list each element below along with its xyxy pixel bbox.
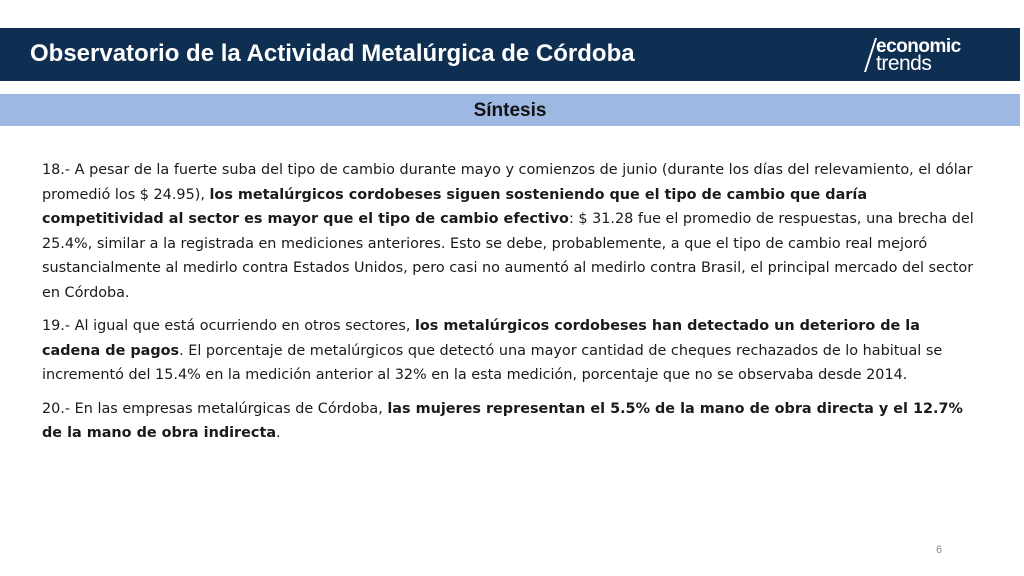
paragraph-18: [42, 158, 982, 305]
paragraph-18-highlight: los metalúrgicos cordobeses siguen sosteniendo que el tipo de cambio que daría competitividad al sector es mayor que el tipo de cambio efectivo: [42, 186, 868, 227]
section-bar: [0, 94, 1020, 126]
page-number: 6: [936, 544, 943, 556]
paragraph-18-text: 18.- A pesar de la fuerte suba del tipo de cambio durante mayo y comienzos de junio (durante los días del relevamiento, el dólar promedió los $ 24.95),: [42, 162, 973, 203]
logo-text-top: economic: [876, 36, 961, 57]
section-title: Síntesis: [473, 100, 547, 121]
economic-trends-logo: [864, 36, 1004, 74]
paragraph-20-text: 20.- En las empresas metalúrgicas de Córdoba,: [42, 400, 388, 417]
paragraph-19-highlight: los metalúrgicos cordobeses han detectado un deterioro de la cadena de pagos: [42, 318, 920, 359]
paragraph-20-tail: .: [276, 425, 281, 441]
paragraph-20: [42, 397, 982, 446]
paragraph-19-text: 19.- Al igual que está ocurriendo en otros sectores,: [42, 318, 415, 334]
summary-content: [42, 158, 982, 455]
paragraph-18-tail: : $ 31.28 fue el promedio de respuestas, una brecha del 25.4%, similar a la registrada en mediciones anteriores. Esto se debe, probablemente, a que el tipo de cambio real mejoró sustancialmente al medirlo contra Estados Unidos, pero casi no aumentó al medirlo contra Brasil, el principal mercado del sector en Córdoba.: [42, 211, 974, 301]
paragraph-19-tail: . El porcentaje de metalúrgicos que detectó una mayor cantidad de cheques rechazados de lo habitual se incrementó del 15.4% en la medición anterior al 32% en la esta medición, porcentaje que no se observaba desde 2014.: [42, 342, 943, 383]
header-bar: [0, 28, 1020, 81]
paragraph-20-highlight: las mujeres representan el 5.5% de la mano de obra directa y el 12.7% de la mano de obra indirecta: [42, 400, 963, 441]
page-title: Observatorio de la Actividad Metalúrgica de Córdoba: [30, 40, 635, 67]
logo-text-bottom: trends: [876, 52, 932, 75]
paragraph-19: [42, 314, 982, 388]
